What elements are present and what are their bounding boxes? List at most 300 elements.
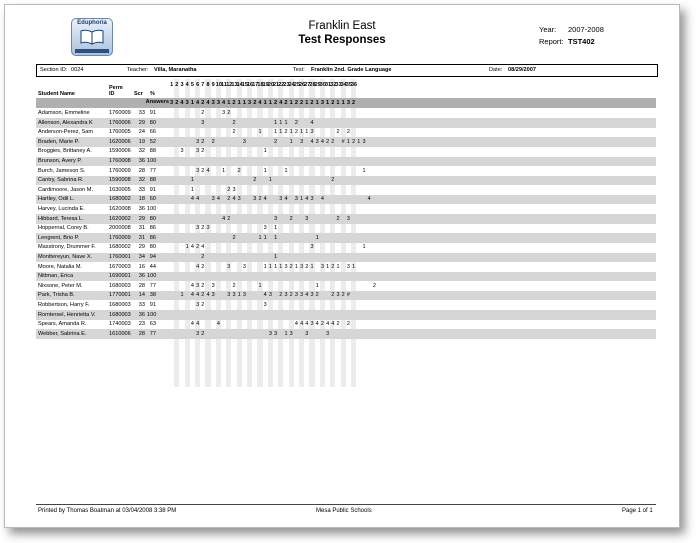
score: 28 (138, 330, 145, 337)
response-cell: 1 (222, 167, 226, 174)
response-cell: 4 (232, 196, 236, 203)
question-header: 15 (241, 82, 248, 88)
response-cell: 2 (232, 282, 236, 289)
score: 33 (138, 110, 145, 116)
response-cell: 1 (268, 177, 272, 184)
response-cell: 1 (258, 282, 262, 289)
response-cell: 2 (196, 244, 200, 251)
logo-text: Eduphoria (77, 20, 107, 26)
response-cell: 4 (201, 244, 205, 251)
response-cell: 3 (196, 225, 200, 232)
response-cell: 3 (284, 292, 288, 299)
question-header: 20 (267, 82, 274, 88)
student-name: Burch, Jameson S. (38, 167, 86, 174)
response-cell: 3 (196, 167, 200, 174)
response-cell: 1 (190, 177, 194, 184)
question-header: 36 (351, 82, 358, 88)
response-cell: 3 (263, 302, 267, 308)
response-cell: 3 (284, 263, 288, 270)
response-cell: 2 (201, 138, 205, 145)
response-cell: 2 (211, 138, 215, 145)
response-cell: 3 (310, 321, 314, 328)
response-cell: 4 (284, 196, 288, 203)
response-cell: 2 (336, 215, 340, 222)
response-cell: 2 (201, 292, 205, 299)
question-header: 17 (252, 82, 259, 88)
perm-id: 1760006 (109, 119, 131, 126)
response-cell: 4 (216, 321, 220, 328)
student-name: Anderson-Perez, Sam (38, 129, 94, 136)
question-header: 21 (273, 82, 280, 88)
answer-key-cell: 1 (341, 100, 345, 106)
question-header: 8 (206, 82, 210, 88)
response-cell: 1 (274, 129, 278, 136)
response-cell: 2 (201, 254, 205, 260)
percent: 80 (149, 244, 156, 251)
student-row (36, 233, 656, 243)
score: 18 (138, 196, 145, 203)
response-cell: 2 (201, 330, 205, 337)
response-cell: 1 (315, 234, 319, 241)
answer-key-cell: 1 (190, 100, 194, 106)
response-cell: 3 (227, 292, 231, 299)
response-cell: 2 (227, 196, 231, 203)
response-cell: 4 (310, 119, 314, 126)
response-cell: 1 (190, 186, 194, 193)
question-header: 4 (185, 82, 189, 88)
student-row (36, 185, 656, 195)
response-cell: 4 (222, 215, 226, 222)
response-cell: 1 (268, 263, 272, 270)
response-cell: 3 (268, 330, 272, 337)
response-cell: 3 (232, 292, 236, 299)
perm-id: 1620006 (109, 138, 131, 145)
student-name: Adamson, Emmeline (38, 110, 90, 116)
response-cell: 2 (232, 119, 236, 126)
report-value: TST402 (568, 37, 595, 46)
question-header: 1 (170, 82, 174, 88)
perm-id: 1760009 (109, 167, 131, 174)
response-cell: 2 (201, 167, 205, 174)
score: 23 (138, 321, 145, 328)
teacher-label: Teacher: (127, 67, 149, 73)
response-cell: 4 (331, 321, 335, 328)
perm-id: 1770001 (109, 292, 131, 299)
response-cell: 1 (305, 129, 309, 136)
response-cell: 4 (263, 292, 267, 299)
response-cell: 1 (180, 292, 184, 299)
answer-key-cell: 2 (284, 100, 288, 106)
perm-id: 1680003 (109, 302, 131, 308)
response-cell: 2 (201, 263, 205, 270)
student-name: Cardimoore, Jason M. (38, 186, 94, 193)
question-header: 2 (175, 82, 179, 88)
response-cell: # (346, 292, 350, 299)
response-cell: 1 (336, 263, 340, 270)
answer-key-cell: 1 (227, 100, 231, 106)
student-row (36, 224, 656, 234)
response-cell: 4 (315, 321, 319, 328)
response-cell: 2 (232, 234, 236, 241)
student-name: Romtersel, Henrietta V. (38, 311, 96, 318)
response-cell: 4 (196, 292, 200, 299)
response-cell: 2 (253, 177, 257, 184)
question-header: 23 (283, 82, 290, 88)
response-cell: 3 (326, 330, 330, 337)
response-cell: 2 (237, 167, 241, 174)
answers-label: Answers (145, 99, 169, 105)
perm-id: 1760008 (109, 158, 131, 164)
answer-key-cell: 2 (300, 100, 304, 106)
report-title: Test Responses (298, 34, 386, 46)
question-header: 5 (190, 82, 194, 88)
percent: 66 (149, 129, 156, 136)
response-cell: 1 (237, 292, 241, 299)
student-row (36, 137, 656, 147)
report-field (539, 37, 595, 46)
test-label: Test: (293, 67, 305, 73)
page-number: Page 1 of 1 (622, 508, 653, 514)
question-header: 10 (215, 82, 222, 88)
student-row (36, 176, 656, 186)
response-cell: 3 (274, 215, 278, 222)
response-cell: 2 (341, 292, 345, 299)
response-cell: 1 (362, 244, 366, 251)
student-row (36, 205, 656, 215)
percent: 91 (149, 302, 156, 308)
question-header: 13 (231, 82, 238, 88)
perm-id: 1740003 (109, 321, 131, 328)
student-name: Webber, Sabrina E. (38, 330, 87, 337)
response-cell: 1 (263, 148, 267, 155)
response-cell: 4 (206, 167, 210, 174)
response-cell: 3 (346, 215, 350, 222)
answer-key-cell: 2 (274, 100, 278, 106)
question-header: 33 (335, 82, 342, 88)
student-row (36, 301, 656, 311)
response-cell: 2 (320, 321, 324, 328)
perm-id: 1760009 (109, 110, 131, 116)
response-cell: 3 (336, 292, 340, 299)
answer-key-cell: 4 (206, 100, 210, 106)
school-name: Franklin East (308, 20, 376, 32)
question-header: 26 (299, 82, 306, 88)
response-cell: 3 (310, 244, 314, 251)
answer-key-cell: 3 (320, 100, 324, 106)
answer-key-cell: 4 (258, 100, 262, 106)
response-cell: 4 (216, 196, 220, 203)
response-cell: 3 (294, 196, 298, 203)
response-cell: 3 (263, 225, 267, 232)
score: 24 (138, 129, 145, 136)
response-cell: 3 (300, 263, 304, 270)
response-cell: 1 (362, 167, 366, 174)
percent: 38 (149, 292, 156, 299)
year-label: Year: (539, 25, 557, 34)
student-row (36, 253, 656, 263)
response-cell: 3 (196, 330, 200, 337)
response-cell: 3 (201, 119, 205, 126)
student-name: Cantry, Sabrina R. (38, 177, 84, 184)
score: 28 (138, 167, 145, 174)
question-header: 35 (345, 82, 352, 88)
response-cell: 3 (315, 138, 319, 145)
percent: 100 (147, 273, 157, 280)
student-row (36, 272, 656, 282)
answer-key-cell: 4 (196, 100, 200, 106)
answer-key-cell: 3 (170, 100, 174, 106)
response-cell: 3 (289, 330, 293, 337)
response-cell: 3 (305, 215, 309, 222)
response-cell: 4 (305, 196, 309, 203)
response-cell: 3 (242, 292, 246, 299)
response-cell: 1 (315, 282, 319, 289)
response-cell: 3 (253, 196, 257, 203)
response-cell: 3 (222, 110, 226, 116)
response-cell: 2 (201, 302, 205, 308)
answer-key-cell: 2 (232, 100, 236, 106)
response-cell: 4 (300, 321, 304, 328)
answer-key-cell: 1 (242, 100, 246, 106)
answer-key-cell: 2 (331, 100, 335, 106)
student-name: Park, Trisha B. (38, 292, 75, 299)
response-cell: 2 (258, 196, 262, 203)
perm-id: 1680003 (109, 282, 131, 289)
response-cell: 2 (201, 225, 205, 232)
response-cell: 1 (263, 167, 267, 174)
score: 36 (138, 158, 145, 164)
response-cell: 3 (242, 138, 246, 145)
response-cell: 1 (310, 263, 314, 270)
response-cell: 2 (294, 129, 298, 136)
answer-key-cell: 3 (346, 100, 350, 106)
organization: Mesa Public Schools (316, 508, 372, 514)
response-cell: 1 (294, 263, 298, 270)
student-row (36, 147, 656, 157)
response-cell: 3 (300, 292, 304, 299)
student-name: Masstrony, Drummer F. (38, 244, 96, 251)
response-cell: 3 (268, 292, 272, 299)
response-cell: 3 (294, 292, 298, 299)
response-cell: 4 (320, 138, 324, 145)
student-name: Nixsone, Peter M. (38, 282, 83, 289)
response-cell: 1 (258, 234, 262, 241)
response-cell: 2 (331, 138, 335, 145)
student-row (36, 291, 656, 301)
response-cell: 1 (274, 263, 278, 270)
question-header: 3 (180, 82, 184, 88)
student-row (36, 166, 656, 176)
answer-key-cell: 2 (352, 100, 356, 106)
question-header: 16 (247, 82, 254, 88)
question-header: 18 (257, 82, 264, 88)
response-cell: 2 (336, 321, 340, 328)
report-page (4, 4, 680, 528)
answer-key-cell: 1 (315, 100, 319, 106)
response-cell: 4 (305, 292, 309, 299)
student-name: Hibbard, Teresa L. (38, 215, 84, 222)
response-cell: 4 (305, 321, 309, 328)
response-cell: 3 (180, 148, 184, 155)
question-header: 32 (330, 82, 337, 88)
response-cell: 3 (196, 138, 200, 145)
score: 31 (138, 225, 145, 232)
response-cell: 2 (227, 110, 231, 116)
perm-id: 1680002 (109, 244, 131, 251)
question-header: 14 (236, 82, 243, 88)
response-cell: 3 (300, 138, 304, 145)
student-row (36, 281, 656, 291)
perm-id: 1690001 (109, 273, 131, 280)
response-cell: 2 (279, 292, 283, 299)
response-cell: 1 (274, 234, 278, 241)
student-name: Monttereyun, Nave X. (38, 254, 93, 260)
response-cell: 4 (294, 321, 298, 328)
perm-id: 1760001 (109, 254, 131, 260)
report-label: Report: (539, 37, 564, 46)
student-row (36, 310, 656, 320)
question-header: 27 (304, 82, 311, 88)
perm-id: 1680002 (109, 196, 131, 203)
percent: 77 (149, 282, 156, 289)
response-cell: 3 (310, 292, 314, 299)
score: 29 (138, 215, 145, 222)
response-cell: 1 (279, 119, 283, 126)
percent: 100 (147, 158, 157, 164)
student-name: Nittman, Erica (38, 273, 74, 280)
response-cell: 1 (274, 254, 278, 260)
score: 29 (138, 244, 145, 251)
response-cell: 3 (196, 282, 200, 289)
perm-id: 1590006 (109, 148, 131, 155)
response-cell: 2 (227, 215, 231, 222)
score: 32 (138, 177, 145, 184)
response-cell: 2 (201, 148, 205, 155)
perm-id: 1760009 (109, 234, 131, 241)
percent: 91 (149, 186, 156, 193)
score: 29 (138, 119, 145, 126)
response-cell: 1 (284, 330, 288, 337)
question-header: 29 (314, 82, 321, 88)
response-cell: 3 (242, 263, 246, 270)
question-header: 28 (309, 82, 316, 88)
response-cell: 2 (284, 129, 288, 136)
response-cell: 3 (310, 129, 314, 136)
student-name: Hartley, Odil L. (38, 196, 75, 203)
score: 33 (138, 302, 145, 308)
response-cell: 2 (232, 129, 236, 136)
question-header: 19 (262, 82, 269, 88)
response-cell: 1 (185, 244, 189, 251)
section-value: 0024 (71, 67, 84, 73)
response-cell: 1 (289, 138, 293, 145)
student-name: Allenson, Alexandra K (38, 119, 93, 126)
score: 36 (138, 273, 145, 280)
response-cell: 2 (372, 282, 376, 289)
percent: 100 (147, 206, 157, 212)
response-cell: 4 (190, 282, 194, 289)
percent-header: % (150, 91, 155, 97)
date-label: Date: (489, 67, 503, 73)
year-field (539, 25, 604, 34)
response-cell: 3 (274, 330, 278, 337)
response-cell: 3 (206, 225, 210, 232)
perm-id-header: Perm ID (109, 85, 123, 97)
response-cell: 2 (201, 110, 205, 116)
student-name: Broggies, Brittaney A. (38, 148, 92, 155)
response-cell: 1 (258, 129, 262, 136)
answer-key-cell: 3 (211, 100, 215, 106)
response-cell: 3 (211, 282, 215, 289)
percent: 91 (149, 110, 156, 116)
percent: 100 (147, 311, 157, 318)
answer-key-cell: 2 (294, 100, 298, 106)
student-name: Braden, Marie P. (38, 138, 80, 145)
answer-key-cell: 1 (326, 100, 330, 106)
response-cell: 3 (305, 330, 309, 337)
answer-key-cell: 1 (289, 100, 293, 106)
response-cell: 4 (190, 321, 194, 328)
response-cell: 4 (263, 196, 267, 203)
perm-id: 1620008 (109, 206, 131, 212)
student-row (36, 109, 656, 119)
response-cell: 4 (196, 196, 200, 203)
student-name: Lengrent, Brio P. (38, 234, 80, 241)
response-cell: 1 (279, 263, 283, 270)
response-cell: 1 (263, 234, 267, 241)
student-row (36, 243, 656, 253)
response-cell: 1 (289, 129, 293, 136)
answer-key-cell: 1 (263, 100, 267, 106)
response-cell: 2 (274, 138, 278, 145)
student-name-header: Student Name (38, 91, 75, 97)
score: 33 (138, 186, 145, 193)
response-cell: 3 (196, 302, 200, 308)
student-row (36, 214, 656, 224)
answer-key-cell: 3 (185, 100, 189, 106)
percent: 44 (149, 263, 156, 270)
question-header: 7 (201, 82, 205, 88)
answer-key-cell: 1 (268, 100, 272, 106)
year-value: 2007-2008 (568, 25, 604, 34)
student-name: Brunson, Avery P. (38, 158, 82, 164)
response-cell: 4 (326, 321, 330, 328)
response-cell: 2 (336, 129, 340, 136)
score: 34 (138, 254, 145, 260)
question-header: 25 (293, 82, 300, 88)
response-cell: 3 (227, 263, 231, 270)
response-cell: 2 (346, 321, 350, 328)
answer-key-cell: 2 (175, 100, 179, 106)
percent: 88 (149, 177, 156, 184)
response-cell: 2 (331, 263, 335, 270)
percent: 88 (149, 148, 156, 155)
response-cell: 2 (352, 138, 356, 145)
response-cell: 1 (284, 167, 288, 174)
answer-key-cell: 3 (216, 100, 220, 106)
student-name: Moore, Natalia M. (38, 263, 83, 270)
answer-key-cell: 2 (310, 100, 314, 106)
response-cell: 2 (227, 186, 231, 193)
student-row (36, 195, 656, 205)
response-cell: 3 (237, 196, 241, 203)
teacher-value: Villa, Maranatha (154, 67, 197, 73)
percent: 80 (149, 215, 156, 222)
percent: 80 (149, 119, 156, 126)
response-cell: 2 (294, 119, 298, 126)
score: 16 (138, 263, 145, 270)
score: 36 (138, 311, 145, 318)
